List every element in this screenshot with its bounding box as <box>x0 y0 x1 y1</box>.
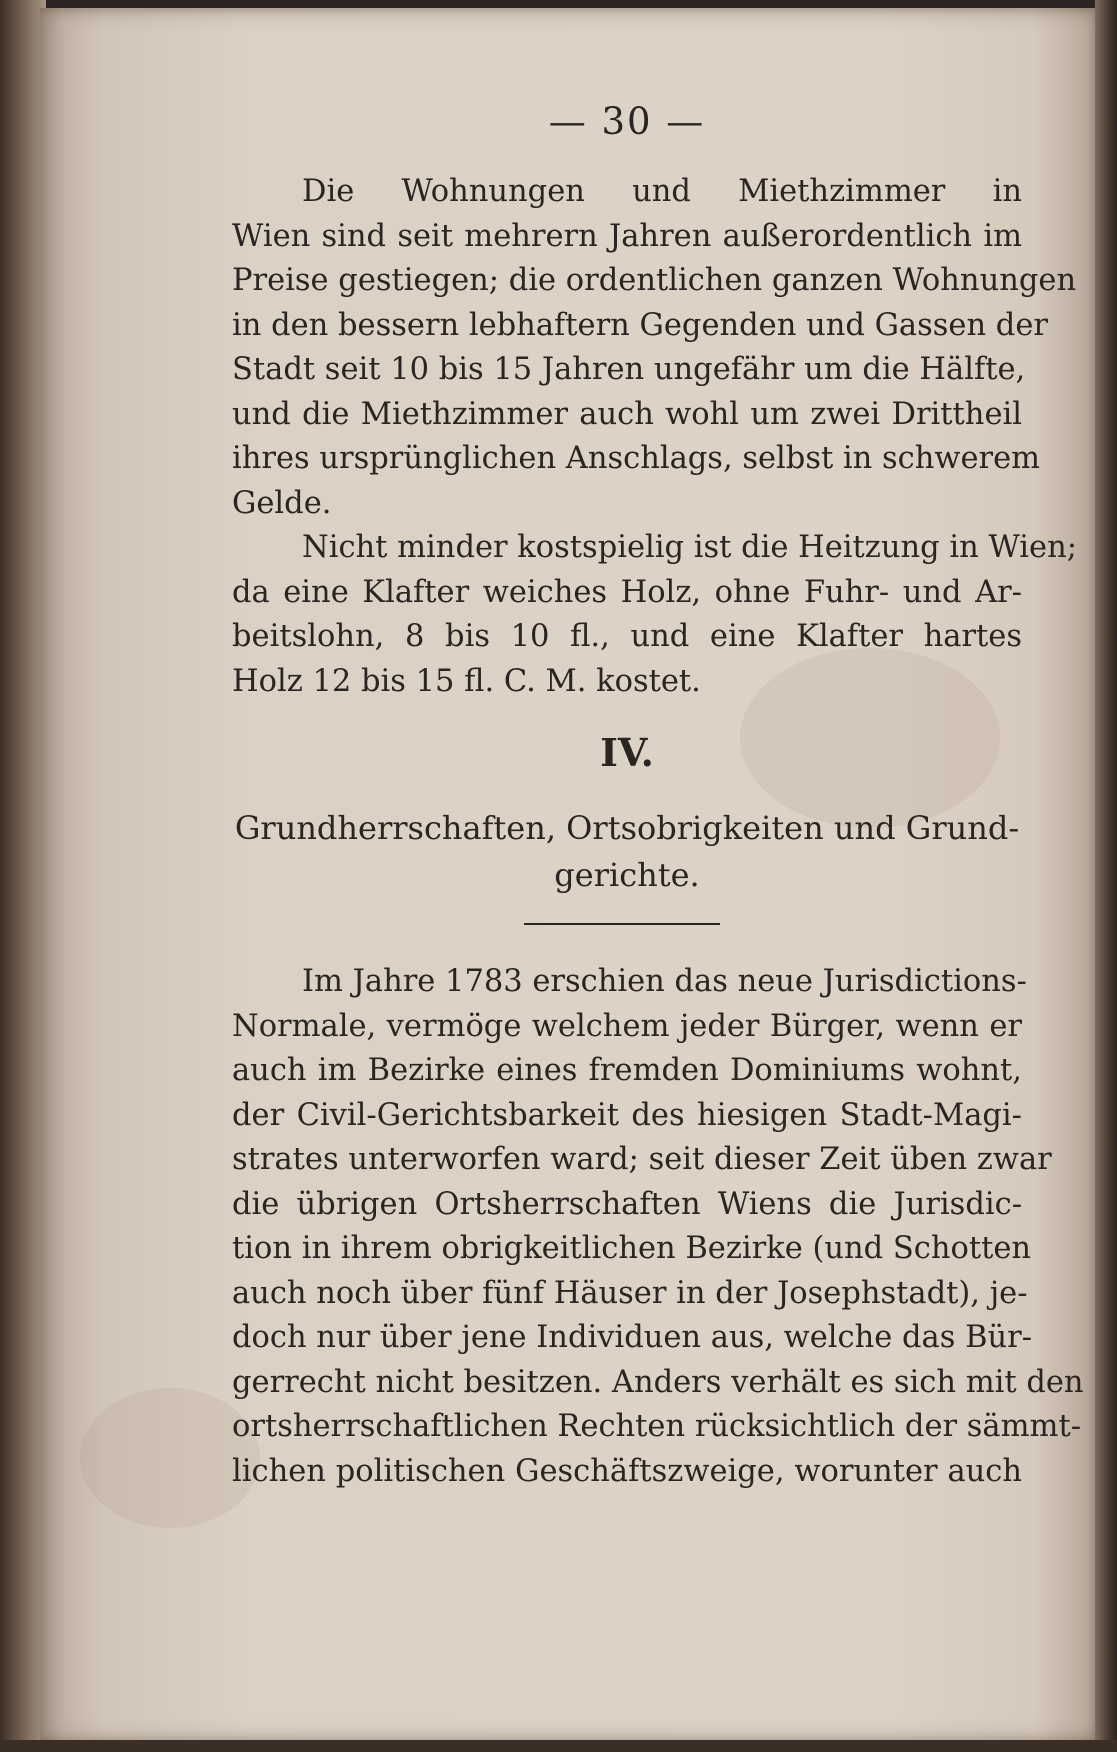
text-line: strates unterworfen ward; seit dieser Zeit üben zwar <box>232 1142 1052 1177</box>
section-title-line: Grundherrschaften, Ortsobrigkeiten und Grund- <box>234 809 1020 847</box>
page-number: — 30 — <box>548 100 706 143</box>
text-line: Nicht minder kostspielig ist die Heitzung in Wien; <box>302 530 1077 565</box>
paragraph-housing <box>232 170 1077 526</box>
text-line: der Civil-Gerichtsbarkeit des hiesigen Stadt-Magi- <box>232 1097 1022 1133</box>
text-line: tion in ihrem obrigkeitlichen Bezirke (und Schotten <box>232 1231 1032 1266</box>
text-line: in den bessern lebhaftern Gegenden und Gassen der <box>232 307 1048 343</box>
book-bottom-edge <box>0 1740 1117 1752</box>
text-line: Holz 12 bis 15 fl. C. M. kostet. <box>232 663 701 699</box>
text-line: Wien sind seit mehrern Jahren außerordentlich im <box>232 218 1022 254</box>
text-line: die übrigen Ortsherrschaften Wiens die Jurisdic- <box>232 1186 1022 1222</box>
section-divider <box>524 923 720 925</box>
text-line: lichen politischen Geschäftszweige, worunter auch <box>232 1453 1022 1489</box>
paragraph-jurisdiction <box>232 960 1084 1494</box>
text-line: und die Miethzimmer auch wohl um zwei Drittheil <box>232 396 1022 432</box>
text-line: auch im Bezirke eines fremden Dominiums wohnt, <box>232 1053 1022 1088</box>
text-line: doch nur über jene Individuen aus, welche das Bür- <box>232 1320 1033 1355</box>
text-line: Preise gestiegen; die ordentlichen ganzen Wohnungen <box>232 263 1077 298</box>
text-line: Im Jahre 1783 erschien das neue Jurisdictions- <box>302 964 1027 999</box>
text-line: Gelde. <box>232 485 332 521</box>
text-line: ihres ursprünglichen Anschlags, selbst in schwerem <box>232 441 1041 476</box>
section-numeral: IV. <box>600 730 654 775</box>
text-line: auch noch über fünf Häuser in der Josephstadt), je- <box>232 1275 1028 1311</box>
section-title-line: gerichte. <box>554 856 700 894</box>
book-page-edges <box>1095 0 1117 1752</box>
text-line: beitslohn, 8 bis 10 fl., und eine Klafter hartes <box>232 619 1022 654</box>
text-line: da eine Klafter weiches Holz, ohne Fuhr- und Ar- <box>232 574 1022 610</box>
paragraph-heating <box>232 526 1077 704</box>
text-line: ortsherrschaftlichen Rechten rücksichtlich der sämmt- <box>232 1409 1082 1444</box>
text-line: Normale, vermöge welchem jeder Bürger, wenn er <box>232 1008 1022 1044</box>
text-line: Stadt seit 10 bis 15 Jahren ungefähr um die Hälfte, <box>232 352 1026 387</box>
section-title <box>232 805 1022 899</box>
text-line: Die Wohnungen und Miethzimmer in <box>302 174 1022 209</box>
text-line: gerrecht nicht besitzen. Anders verhält es sich mit den <box>232 1364 1084 1400</box>
